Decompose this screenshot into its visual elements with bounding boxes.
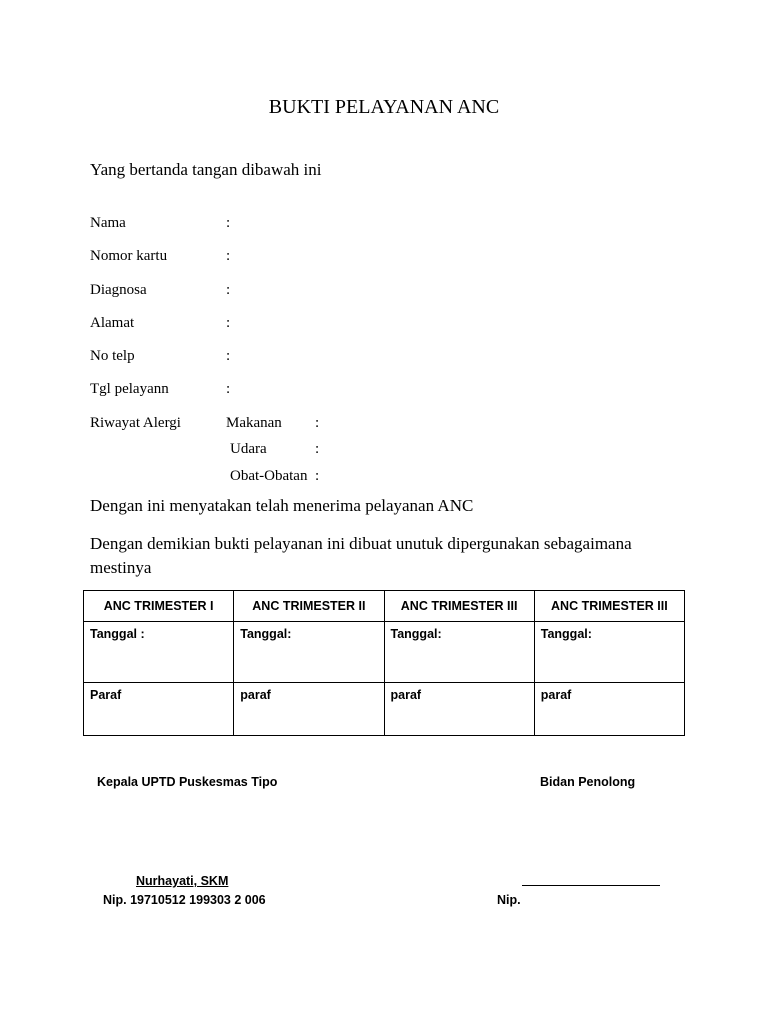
table-cell-paraf: paraf: [534, 683, 684, 736]
table-header-cell: ANC TRIMESTER II: [234, 591, 384, 622]
allergy-item-makanan: Makanan: [226, 415, 282, 431]
signature-left-nip: Nip. 19710512 199303 2 006: [103, 893, 266, 907]
field-label-alamat: Alamat: [90, 315, 135, 331]
allergy-label: Riwayat Alergi: [90, 415, 181, 431]
table-cell-date: Tanggal:: [234, 622, 384, 683]
allergy-colon: :: [315, 468, 320, 484]
field-label-nama: Nama: [90, 215, 126, 231]
signature-left-title: Kepala UPTD Puskesmas Tipo: [97, 775, 278, 789]
field-colon: :: [226, 282, 231, 298]
signature-right-title: Bidan Penolong: [540, 775, 636, 789]
table-cell-date: Tanggal :: [84, 622, 234, 683]
field-label-nomor-kartu: Nomor kartu: [90, 248, 168, 264]
field-label-diagnosa: Diagnosa: [90, 282, 147, 298]
intro-text: Yang bertanda tangan dibawah ini: [90, 160, 322, 179]
table-row-paraf: [84, 683, 685, 736]
table-cell-paraf: paraf: [234, 683, 384, 736]
statement-purpose: Dengan demikian bukti pelayanan ini dibuat unutuk dipergunakan sebagaimana mestinya: [90, 534, 632, 577]
document-title: BUKTI PELAYANAN ANC: [268, 96, 500, 118]
table-cell-paraf: Paraf: [84, 683, 234, 736]
field-colon: :: [226, 248, 231, 264]
table-header-cell: ANC TRIMESTER III: [534, 591, 684, 622]
allergy-colon: :: [315, 415, 320, 431]
table-header-row: [84, 591, 685, 622]
statement-received: Dengan ini menyatakan telah menerima pelayanan ANC: [90, 496, 474, 515]
table-cell-date: Tanggal:: [384, 622, 534, 683]
field-colon: :: [226, 348, 231, 364]
signature-right-line: [522, 885, 660, 886]
field-colon: :: [226, 315, 231, 331]
field-label-tgl-pelayanan: Tgl pelayann: [90, 381, 169, 397]
allergy-item-obat-obatan: Obat-Obatan: [230, 468, 308, 484]
signature-right-nip: Nip.: [497, 893, 521, 907]
allergy-colon: :: [315, 441, 320, 457]
allergy-item-udara: Udara: [230, 441, 267, 457]
table-cell-date: Tanggal:: [534, 622, 684, 683]
field-label-no-telp: No telp: [90, 348, 135, 364]
anc-trimester-table: [83, 590, 685, 736]
signature-left-name: Nurhayati, SKM: [136, 874, 229, 888]
table-cell-paraf: paraf: [384, 683, 534, 736]
table-row-date: [84, 622, 685, 683]
table-header-cell: ANC TRIMESTER I: [84, 591, 234, 622]
table-header-cell: ANC TRIMESTER III: [384, 591, 534, 622]
field-colon: :: [226, 215, 231, 231]
field-colon: :: [226, 381, 231, 397]
